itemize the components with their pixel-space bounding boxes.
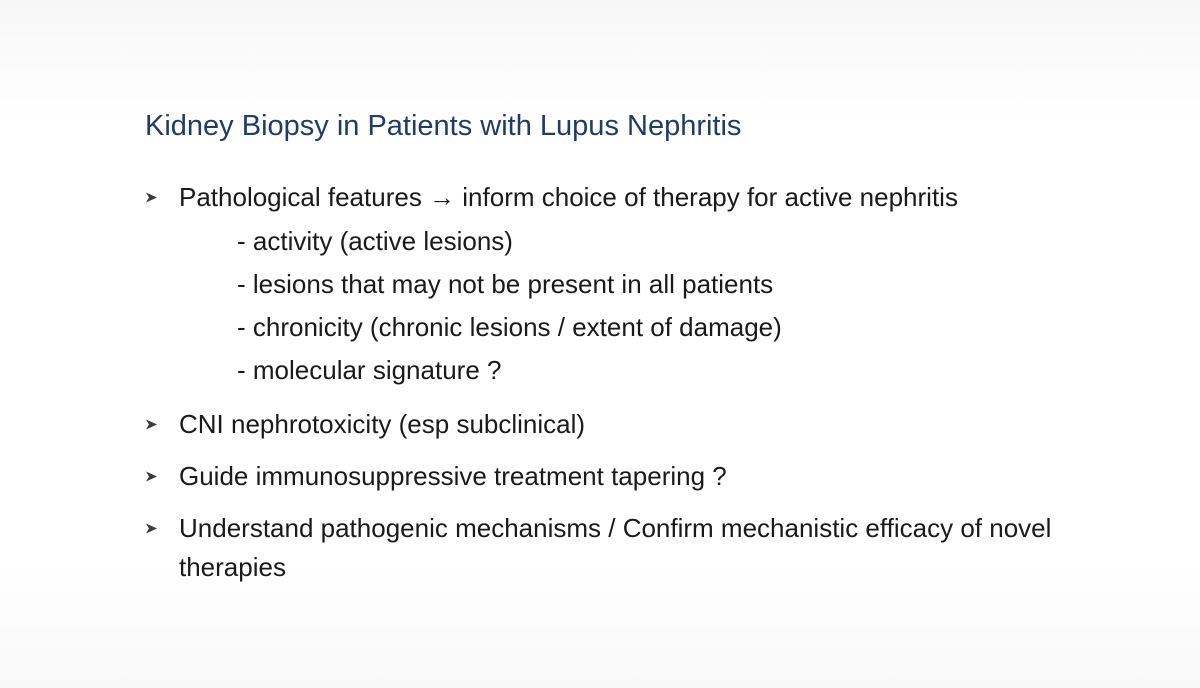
bullet-text: Understand pathogenic mechanisms / Confirm mechanistic efficacy of novel therapies [179, 513, 1052, 582]
bullet-item [145, 509, 1105, 587]
slide-title: Kidney Biopsy in Patients with Lupus Nephritis [145, 110, 742, 142]
sub-item: - molecular signature ? [237, 355, 502, 385]
bullet-text: CNI nephrotoxicity (esp subclinical) [179, 409, 586, 439]
sub-item: - activity (active lesions) [237, 226, 513, 256]
bullet-item [145, 178, 1105, 392]
bullet-list [145, 178, 1105, 587]
sub-item: - chronicity (chronic lesions / extent of damage) [237, 312, 782, 342]
arrowhead-bullet-icon [145, 405, 161, 444]
bullet-text: Guide immunosuppressive treatment tapering ? [179, 461, 727, 491]
bullet-item [145, 457, 1105, 496]
bullet-item [145, 405, 1105, 444]
arrowhead-bullet-icon [145, 457, 161, 496]
sub-list [179, 220, 1105, 392]
sub-item: - lesions that may not be present in all patients [237, 269, 774, 299]
bullet-text: Pathological features → inform choice of therapy for active nephritis [179, 182, 958, 212]
arrowhead-bullet-icon [145, 509, 161, 548]
arrowhead-bullet-icon [145, 178, 161, 217]
